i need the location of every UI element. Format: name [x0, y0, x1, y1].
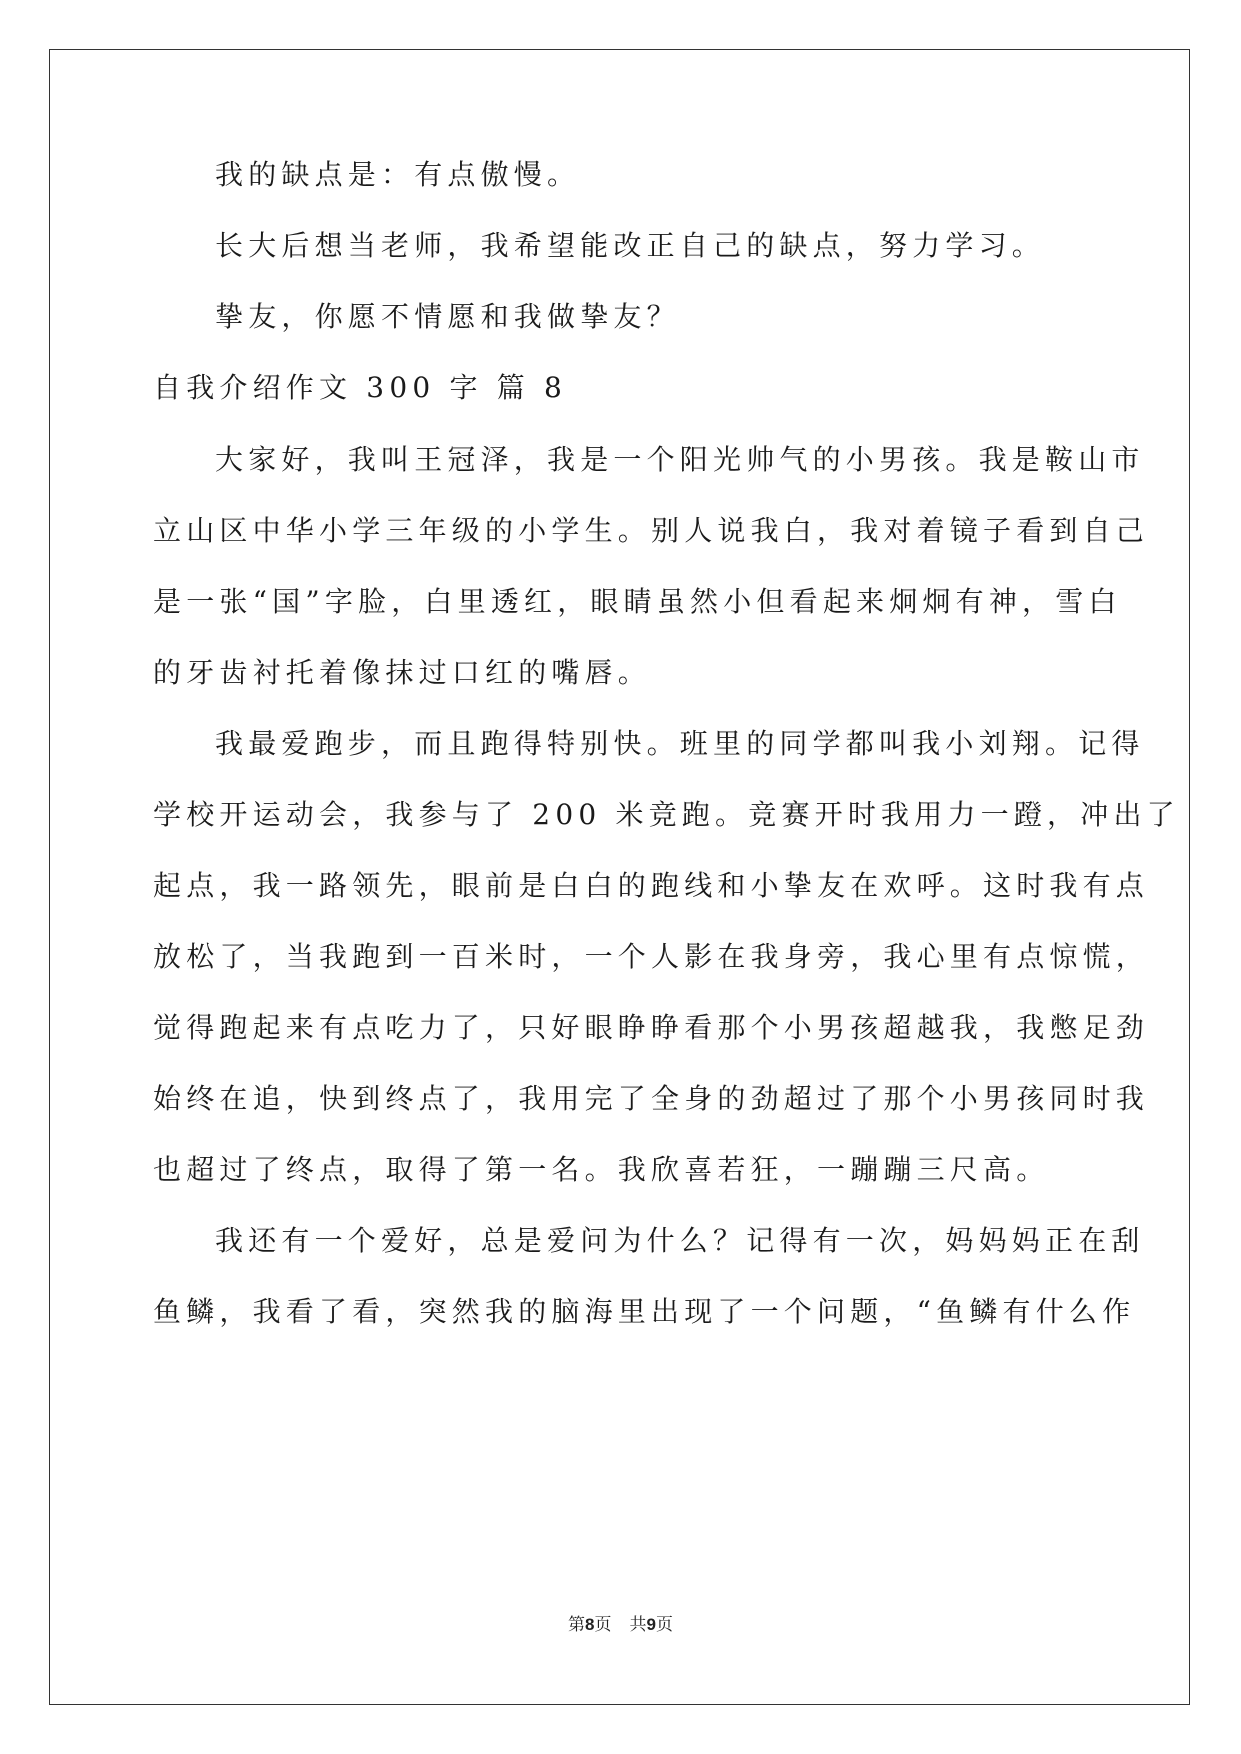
- paragraph-line: 我还有一个爱好，总是爱问为什么？记得有一次，妈妈妈正在刮: [215, 1224, 1145, 1257]
- paragraph-line: 也超过了终点，取得了第一名。我欣喜若狂，一蹦蹦三尺高。: [153, 1153, 1050, 1186]
- paragraph-line: 的牙齿衬托着像抹过口红的嘴唇。: [153, 656, 652, 689]
- paragraph-line: 学校开运动会，我参与了 200 米竞跑。竞赛开时我用力一蹬，冲出了: [153, 798, 1180, 831]
- paragraph-line: 长大后想当老师，我希望能改正自己的缺点，努力学习。: [215, 229, 1046, 262]
- section-heading: 自我介绍作文 300 字 篇 8: [153, 371, 568, 404]
- paragraph-line: 起点，我一路领先，眼前是白白的跑线和小挚友在欢呼。这时我有点: [153, 869, 1150, 902]
- page-footer: [0, 1610, 1241, 1635]
- paragraph-line: 觉得跑起来有点吃力了，只好眼睁睁看那个小男孩超越我，我憋足劲: [153, 1011, 1150, 1044]
- footer-page-prefix: 第: [568, 1615, 586, 1634]
- paragraph-line: 我的缺点是：有点傲慢。: [215, 158, 581, 191]
- footer-page-suffix: 页: [594, 1615, 612, 1634]
- footer-page-number: 8: [585, 1615, 595, 1634]
- footer-total-suffix: 页: [655, 1615, 673, 1634]
- paragraph-line: 立山区中华小学三年级的小学生。别人说我白，我对着镜子看到自己: [153, 514, 1150, 547]
- footer-total-prefix: 共: [629, 1615, 647, 1634]
- footer-total-number: 9: [646, 1615, 656, 1634]
- paragraph-line: 挚友，你愿不情愿和我做挚友？: [215, 300, 680, 333]
- paragraph-line: 鱼鳞，我看了看，突然我的脑海里出现了一个问题，“鱼鳞有什么作: [153, 1295, 1136, 1328]
- paragraph-line: 是一张“国”字脸，白里透红，眼睛虽然小但看起来炯炯有神，雪白: [153, 585, 1122, 618]
- paragraph-line: 大家好，我叫王冠泽，我是一个阳光帅气的小男孩。我是鞍山市: [215, 443, 1145, 476]
- paragraph-line: 始终在追，快到终点了，我用完了全身的劲超过了那个小男孩同时我: [153, 1082, 1150, 1115]
- paragraph-line: 放松了，当我跑到一百米时，一个人影在我身旁，我心里有点惊慌，: [153, 940, 1150, 973]
- paragraph-line: 我最爱跑步，而且跑得特别快。班里的同学都叫我小刘翔。记得: [215, 727, 1145, 760]
